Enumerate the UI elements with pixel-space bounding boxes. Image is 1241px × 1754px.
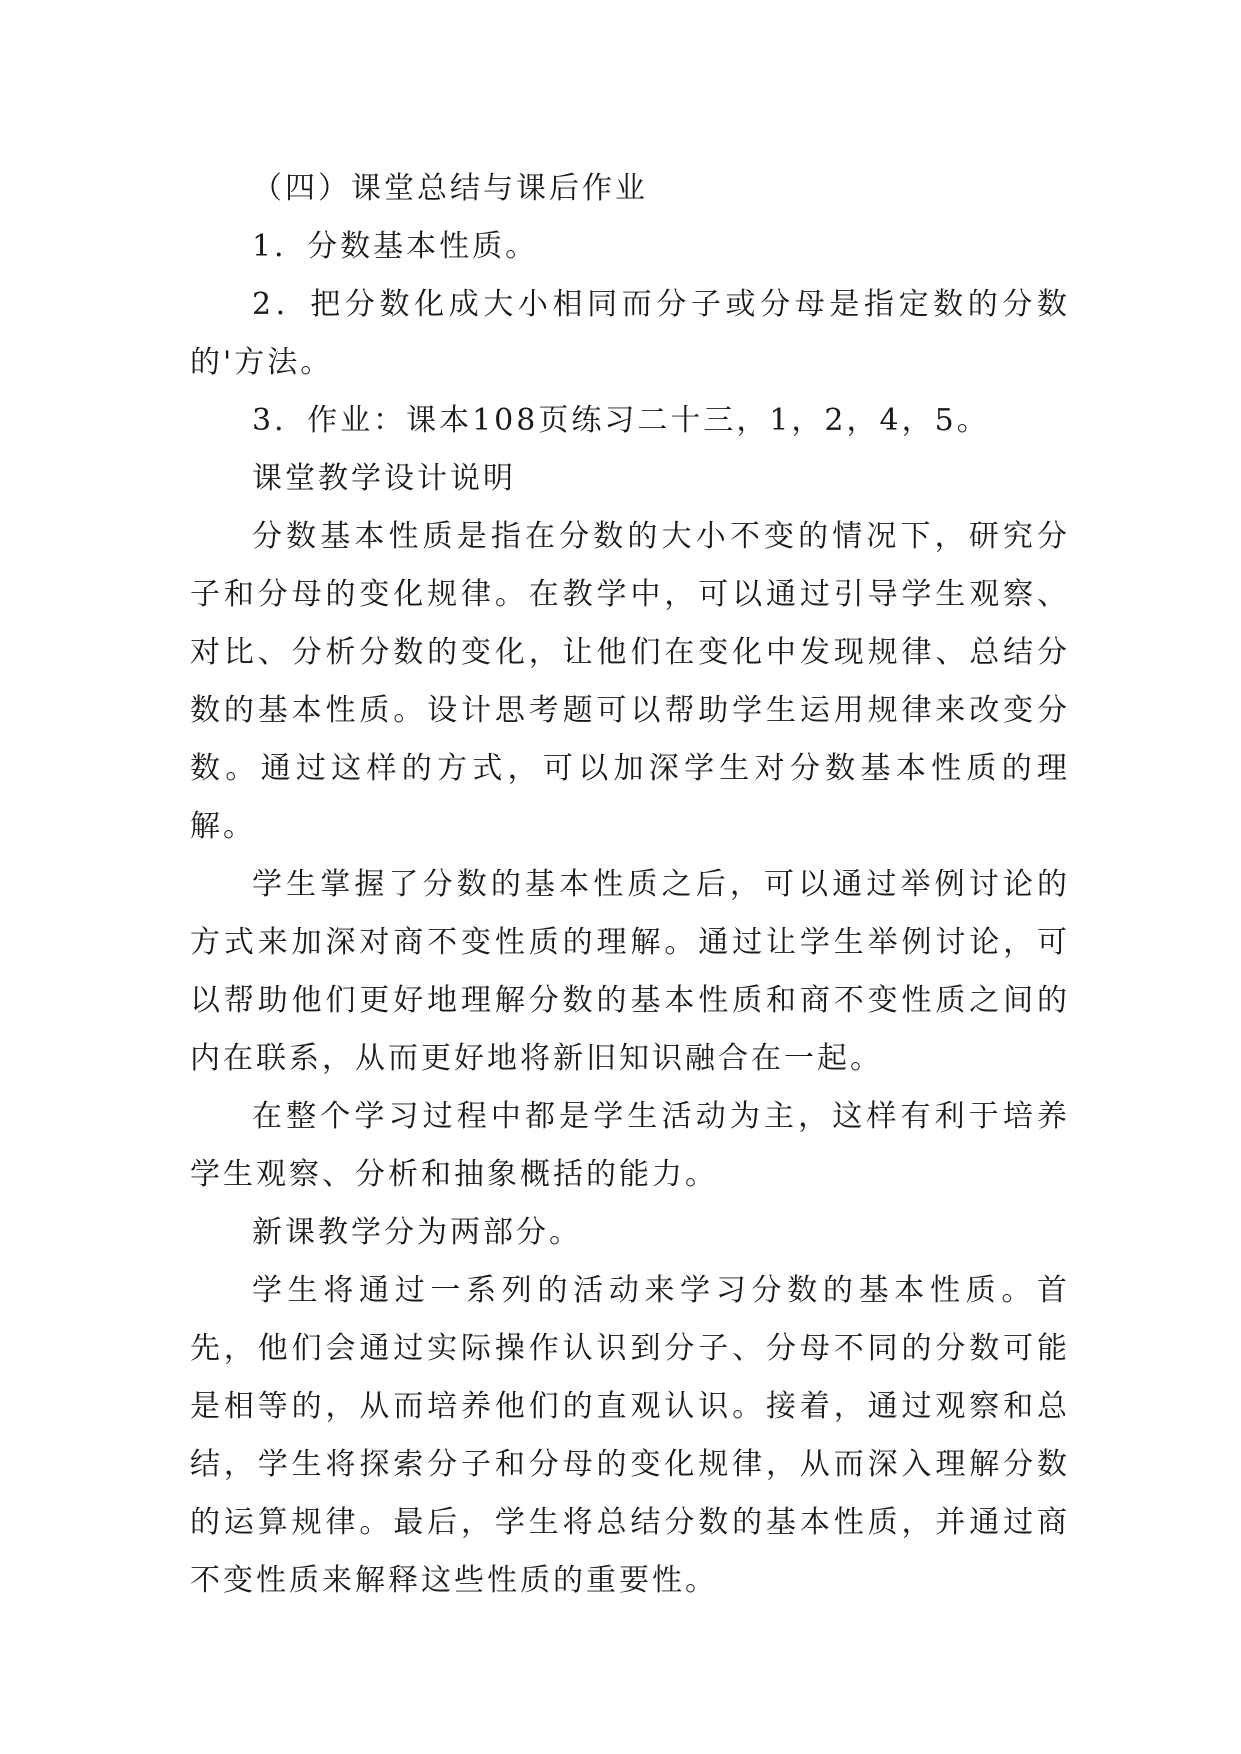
subheading: 课堂教学设计说明 (252, 461, 516, 496)
list-item: 1．分数基本性质。 (252, 229, 539, 264)
body-paragraph: 在整个学习过程中都是学生活动为主，这样有利于培养学生观察、分析和抽象概括的能力。 (190, 1099, 1070, 1192)
list-item: 3．作业：课本108页练习二十三，1，2，4，5。 (252, 403, 990, 438)
body-paragraph: 学生将通过一系列的活动来学习分数的基本性质。首先，他们会通过实际操作认识到分子、分母不同的分数可能是相等的，从而培养他们的直观认识。接着，通过观察和总结，学生将探索分子和分母的变化规律，从而深入理解分数的运算规律。最后，学生将总结分数的基本性质，并通过商不变性质来解释这些性质的重要性。 (190, 1273, 1070, 1598)
list-item: 2．把分数化成大小相同而分子或分母是指定数的分数的'方法。 (190, 287, 1070, 380)
section-heading: （四）课堂总结与课后作业 (252, 171, 648, 206)
body-paragraph: 学生掌握了分数的基本性质之后，可以通过举例讨论的方式来加深对商不变性质的理解。通过让学生举例讨论，可以帮助他们更好地理解分数的基本性质和商不变性质之间的内在联系，从而更好地将新旧知识融合在一起。 (190, 867, 1070, 1076)
body-paragraph: 新课教学分为两部分。 (252, 1215, 582, 1250)
body-paragraph: 分数基本性质是指在分数的大小不变的情况下，研究分子和分母的变化规律。在教学中，可以通过引导学生观察、对比、分析分数的变化，让他们在变化中发现规律、总结分数的基本性质。设计思考题可以帮助学生运用规律来改变分数。通过这样的方式，可以加深学生对分数基本性质的理解。 (190, 519, 1070, 844)
document-body (190, 160, 1070, 1610)
